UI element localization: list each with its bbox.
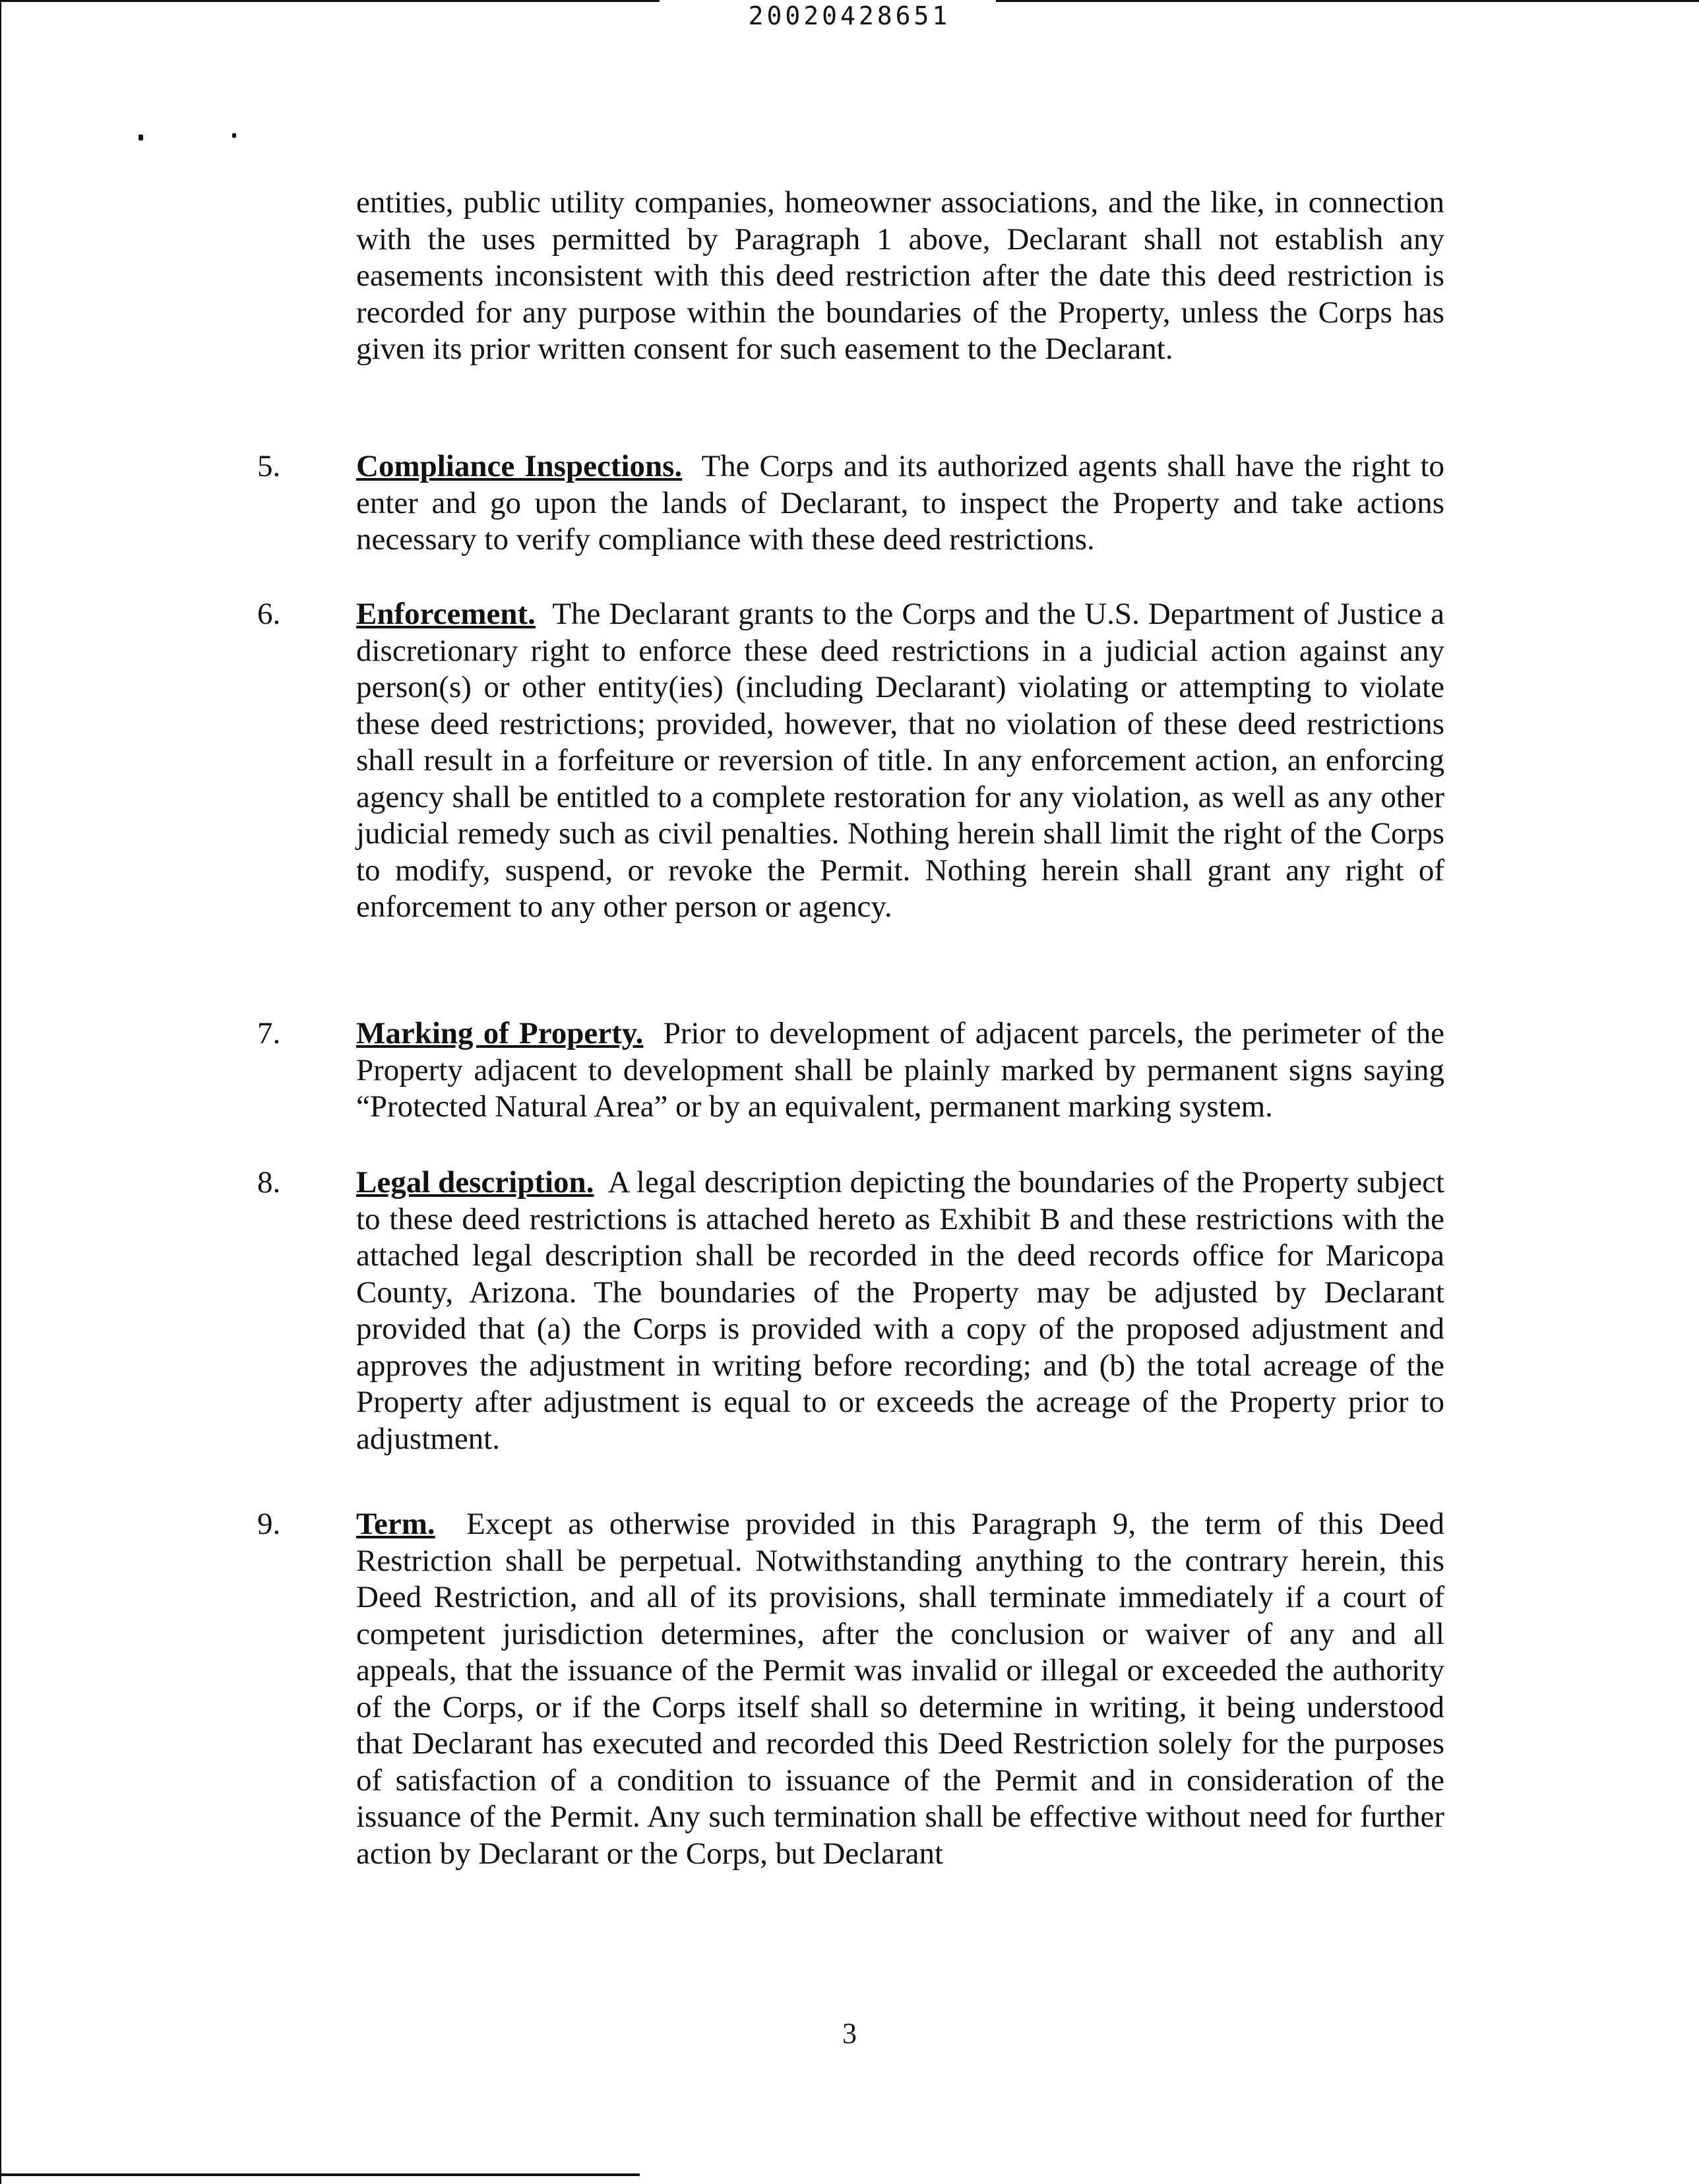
section-body [356,596,1444,926]
section-body [356,448,1444,559]
section-body [356,1165,1444,1457]
scan-speck-mark [232,133,236,138]
section-text: Prior to development of adjacent parcels, the perimeter of the Property adjacent to development shall be plainly marked by permanent signs saying “Protected Natural Area” or by an equivalent, permanent marking system. [356,1016,1444,1124]
page-number: 3 [842,2017,857,2049]
section-text: The Corps and its authorized agents shall have the right to enter and go upon the lands of Declarant, to inspect the Property and take actions necessary to verify compliance with these deed restrictions. [356,449,1444,557]
section-heading: Term. [356,1507,435,1541]
scan-bottom-rule [0,2173,640,2176]
section-body [356,1506,1444,1872]
section-text: Except as otherwise provided in this Paragraph 9, the term of this Deed Restriction shall be perpetual. Notwithstanding anything to the contrary herein, this Deed Restriction, and all of its provisions, shall terminate immediately if a court of competent jurisdiction determines, after the conclusion or waiver of any and all appeals, that the issuance of the Permit was invalid or illegal or exceeded the authority of the Corps, or if the Corps itself shall so determine in writing, it being understood that Declarant has executed and recorded this Deed Restriction solely for the purposes of satisfaction of a condition to issuance of the Permit and in consideration of the issuance of the Permit. Any such termination shall be effective without need for further action by Declarant or the Corps, but Declarant [356,1507,1445,1871]
section-heading: Legal description. [356,1165,594,1199]
section-text: A legal description depicting the boundaries of the Property subject to these deed restrictions is attached hereto as Exhibit B and these restrictions with the attached legal description shall be recorded in the deed records office for Maricopa County, Arizona. The boundaries of the Property may be adjusted by Declarant provided that (a) the Corps is provided with a copy of the proposed adjustment and approves the adjustment in writing before recording; and (b) the total acreage of the Property after adjustment is equal to or exceeds the acreage of the Property prior to adjustment. [356,1165,1444,1456]
section-heading: Marking of Property. [356,1016,644,1050]
section-heading: Enforcement. [356,597,536,631]
section-heading: Compliance Inspections. [356,449,683,483]
section-text: The Declarant grants to the Corps and the U.S. Department of Justice a discretionary right to enforce these deed restrictions in a judicial action against any person(s) or other entity(ies) (including Declarant) violating or attempting to violate these deed restrictions; provided, however, that no violation of these deed restrictions shall result in a forfeiture or reversion of title. In any enforcement action, an enforcing agency shall be entitled to a complete restoration for any violation, as well as any other judicial remedy such as civil penalties. Nothing herein shall limit the right of the Corps to modify, suspend, or revoke the Permit. Nothing herein shall grant any right of enforcement to any other person or agency. [356,597,1444,924]
section-number: 8. [257,1165,281,1199]
section-number: 9. [257,1507,281,1541]
section-number: 6. [257,597,281,631]
scan-left-edge [0,0,1,2184]
document-number: 20020428651 [748,1,951,30]
section-number: 5. [257,449,281,483]
section-number: 7. [257,1016,281,1050]
continuation-paragraph: entities, public utility companies, homeowner associations, and the like, in connection with the uses permitted by Paragraph 1 above, Declarant shall not establish any easements inconsistent with this deed restriction after the date this deed restriction is recorded for any purpose within the boundaries of the Property, unless the Corps has given its prior written consent for such easement to the Declarant. [356,185,1444,366]
section-body [356,1016,1444,1126]
scan-speck-mark [139,135,143,140]
